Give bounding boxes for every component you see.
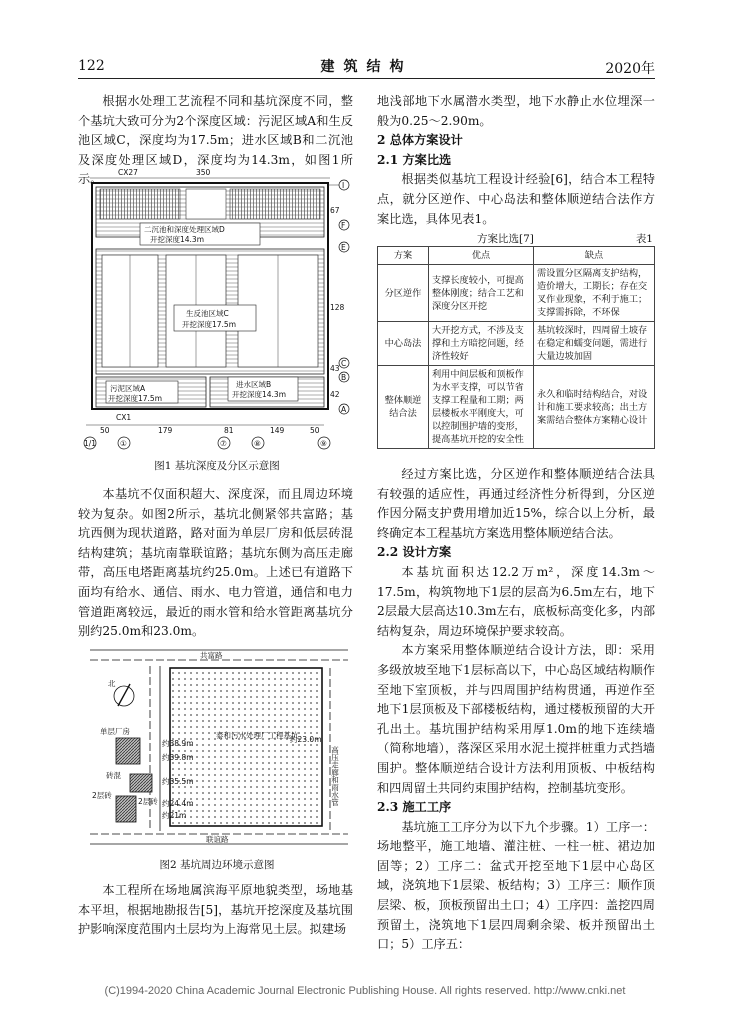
fig1-col-label: ⑦ <box>220 439 227 448</box>
fig1-col-label: ⑨ <box>320 439 327 448</box>
table-row <box>378 322 655 366</box>
table-cell: 利用中间层板和顶板作为水平支撑，可以节省支撑工程量和工期；两层楼板水平刚度大，可以控制围护墙的变形，提高基坑开挖的安全性 <box>429 366 534 449</box>
table-cell: 整体顺逆结合法 <box>378 366 429 449</box>
table-cell: 分区逆作 <box>378 265 429 322</box>
fig1-zone-c-depth: 开挖深度17.5m <box>182 320 237 329</box>
table-row <box>378 265 655 322</box>
fig1-zone-d-depth: 开挖深度14.3m <box>150 235 205 244</box>
figure-1-caption: 图1 基坑深度及分区示意图 <box>154 460 280 472</box>
fig1-bottom-dim: 149 <box>270 426 285 435</box>
west-dist-label: 约38.9m <box>162 739 194 748</box>
paragraph: 本基坑面积达12.2万m²，深度14.3m～17.5m，构筑物地下1层的层高为6.5m左右，地下2层最大层高达10.3m左右，底板标高变化多，内部结构复杂，周边环境保护要求较高。 <box>377 564 656 638</box>
fig1-right-dim: 67 <box>330 206 340 215</box>
fig1-zone-a-depth: 开挖深度17.5m <box>108 394 163 403</box>
fig1-zone-c-label: 生反池区域C <box>186 309 229 318</box>
figure-1-zone-plan <box>78 165 356 452</box>
left-para-2 <box>78 485 353 642</box>
fig1-zone-d-label: 二沉池和深度处理区域D <box>144 225 225 234</box>
west-dist-label: 约24.4m <box>162 799 194 808</box>
subsection-heading: 2.1 方案比选 <box>377 152 452 167</box>
page-number: 122 <box>78 58 105 74</box>
west-block-label: 2层砖 <box>92 791 112 800</box>
west-block-label: 砖混 <box>106 771 121 780</box>
fig1-label-top-dim: 350 <box>196 168 211 177</box>
north-label: 北 <box>108 679 116 688</box>
table-header-cell: 优点 <box>429 247 534 265</box>
journal-title: 建筑结构 <box>320 59 413 75</box>
paragraph: 根据水处理工艺流程不同和基坑深度不同，整个基坑大致可分为2个深度区域：污泥区域A和生反池区域C，深度均为17.5m；进水区域B和二沉池及深度处理区域D，深度均为14.3m，如图1所示。 <box>78 94 353 187</box>
road-south-label: 联谊路 <box>206 835 229 844</box>
table-cell: 大开挖方式，不涉及支撑和土方暗挖问题，经济性较好 <box>429 322 534 366</box>
table-cell: 支撑长度较小，可提高整体刚度；结合工艺和深度分区开挖 <box>429 265 534 322</box>
west-dist-label: 约21m <box>162 811 187 820</box>
left-para-3 <box>78 881 353 940</box>
paragraph: 本工程所在场地属滨海平原地貌类型，场地基本平坦，根据地勘报告[5]，基坑开挖深度及基坑围护影响深度范围内土层均为上海常见土层。拟建场 <box>78 883 353 937</box>
fig1-row-label: B <box>341 373 347 382</box>
fig1-row-label: I <box>342 181 345 190</box>
right-column-bottom <box>377 465 655 955</box>
paragraph: 本方案采用整体顺逆结合设计方法，即：采用多级放坡至地下1层标高以下，中心岛区域结构顺作至地下室顶板，并与四周围护结构贯通，再逆作至地下1层顶板及下部楼板结构，通过楼板预留的大开孔出土。基坑围护结构采用厚1.0m的地下连续墙（简称地墙），落深区采用水泥土搅拌桩重力式挡墙围护。整体顺逆结合设计方法利用顶板、中板结构和四周留土共同约束围护结构，控制基坑变形。 <box>377 643 655 795</box>
fig1-zone-b-depth: 开挖深度14.3m <box>232 390 287 399</box>
fig1-zone-a-label: 污泥区域A <box>110 384 146 393</box>
fig1-right-dim: 43 <box>330 364 340 373</box>
west-dist-label: 约35.5m <box>162 777 194 786</box>
fig1-col-label: ① <box>120 439 127 448</box>
year: 2020年 <box>605 61 655 77</box>
east-dist-label: 约23.0m <box>290 735 322 744</box>
fig1-label-cx1: CX1 <box>116 413 132 422</box>
paragraph: 根据类似基坑工程设计经验[6]，结合本工程特点，就分区逆作、中心岛法和整体顺逆结合法作方案比选，具体见表1。 <box>377 172 655 226</box>
fig1-col-label: 1/1 <box>84 439 97 448</box>
subsection-heading: 2.2 设计方案 <box>377 545 452 560</box>
fig1-bottom-dim: 81 <box>224 426 234 435</box>
fig1-row-label: C <box>341 359 347 368</box>
paragraph: 本基坑不仅面积超大、深度深，而且周边环境较为复杂。如图2所示，基坑北侧紧邻共富路；基坑西侧为现状道路，路对面为单层厂房和低层砖混结构建筑；基坑南靠联谊路；基坑东侧为高压走廊带，高压电塔距离基坑约25.0m。上述已有道路下面均有给水、通信、雨水、电力管道，通信和电力管道距离较远，最近的雨水管和给水管距离基坑分别约25.0m和23.0m。 <box>78 487 353 639</box>
table-cell: 需设置分区隔离支护结构，造价增大，工期长；存在交叉作业现象，不利于施工；支撑需拆除，不环保 <box>534 265 655 322</box>
section-heading: 2 总体方案设计 <box>377 133 463 148</box>
paragraph: 基坑施工工序分为以下九个步骤。1）工序一：场地整平，施工地墙、灌注桩、一柱一桩、裙边加固等；2）工序二：盆式开挖至地下1层中心岛区域，浇筑地下1层梁、板结构；3）工序三：顺作顶层梁、板，顶板预留出土口；4）工序四：盖挖四周预留土，浇筑地下1层四周剩余梁、板并预留出土口；5）工序五： <box>377 819 655 952</box>
table-header-cell: 方案 <box>378 247 429 265</box>
fig1-right-dim: 128 <box>330 303 345 312</box>
table-row <box>378 366 655 449</box>
fig1-label-cx27: CX27 <box>118 168 138 177</box>
table-title: 方案比选[7] <box>477 233 534 245</box>
fig1-zone-b-label: 进水区域B <box>236 380 272 389</box>
fig1-row-label: F <box>341 221 346 230</box>
site-label: 泰和污水处理厂工程基坑 <box>216 731 299 740</box>
figure-2-site-plan <box>80 646 358 851</box>
fig1-col-label: ⑧ <box>254 439 261 448</box>
fig1-bottom-dim: 50 <box>100 426 110 435</box>
copyright-footer: (C)1994-2020 China Academic Journal Electronic Publishing House. All rights reserved. http://www.cnki.net <box>104 985 626 997</box>
running-header <box>78 56 655 78</box>
header-rule <box>78 78 655 79</box>
paragraph: 经过方案比选，分区逆作和整体顺逆结合法具有较强的适应性，再通过经济性分析得到，分区逆作因分隔支护费用增加近15%，综合以上分析，最终确定本工程基坑方案选用整体顺逆结合法。 <box>377 467 655 540</box>
table-1 <box>377 246 655 449</box>
road-north-label: 共富路 <box>200 651 223 660</box>
figure-2-caption: 图2 基坑周边环境示意图 <box>159 859 275 871</box>
table-header-cell: 缺点 <box>534 247 655 265</box>
table-header-row <box>378 247 655 265</box>
subsection-heading: 2.3 施工工序 <box>377 800 452 815</box>
table-cell: 中心岛法 <box>378 322 429 366</box>
right-column-top <box>377 92 655 229</box>
fig1-right-dim: 42 <box>330 390 340 399</box>
paragraph: 地浅部地下水属潜水类型，地下水静止水位埋深一般为0.25～2.90m。 <box>377 94 655 128</box>
west-block-label: 单层厂房 <box>100 727 130 736</box>
west-dist-label: 约39.8m <box>162 753 194 762</box>
fig1-bottom-dim: 179 <box>158 426 173 435</box>
table-cell: 基坑较深时，四周留土坡存在稳定和蠕变问题，需进行大量边坡加固 <box>534 322 655 366</box>
fig1-bottom-dim: 50 <box>310 426 320 435</box>
fig1-row-label: A <box>341 405 347 414</box>
table-number: 表1 <box>635 233 653 245</box>
fig1-row-label: E <box>341 243 346 252</box>
table-cell: 永久和临时结构结合，对设计和施工要求较高；出土方案需结合整体方案精心设计 <box>534 366 655 449</box>
west-block-label: 2层砖 <box>138 797 158 806</box>
east-label: 高压走廊和雨水管 <box>330 746 340 806</box>
